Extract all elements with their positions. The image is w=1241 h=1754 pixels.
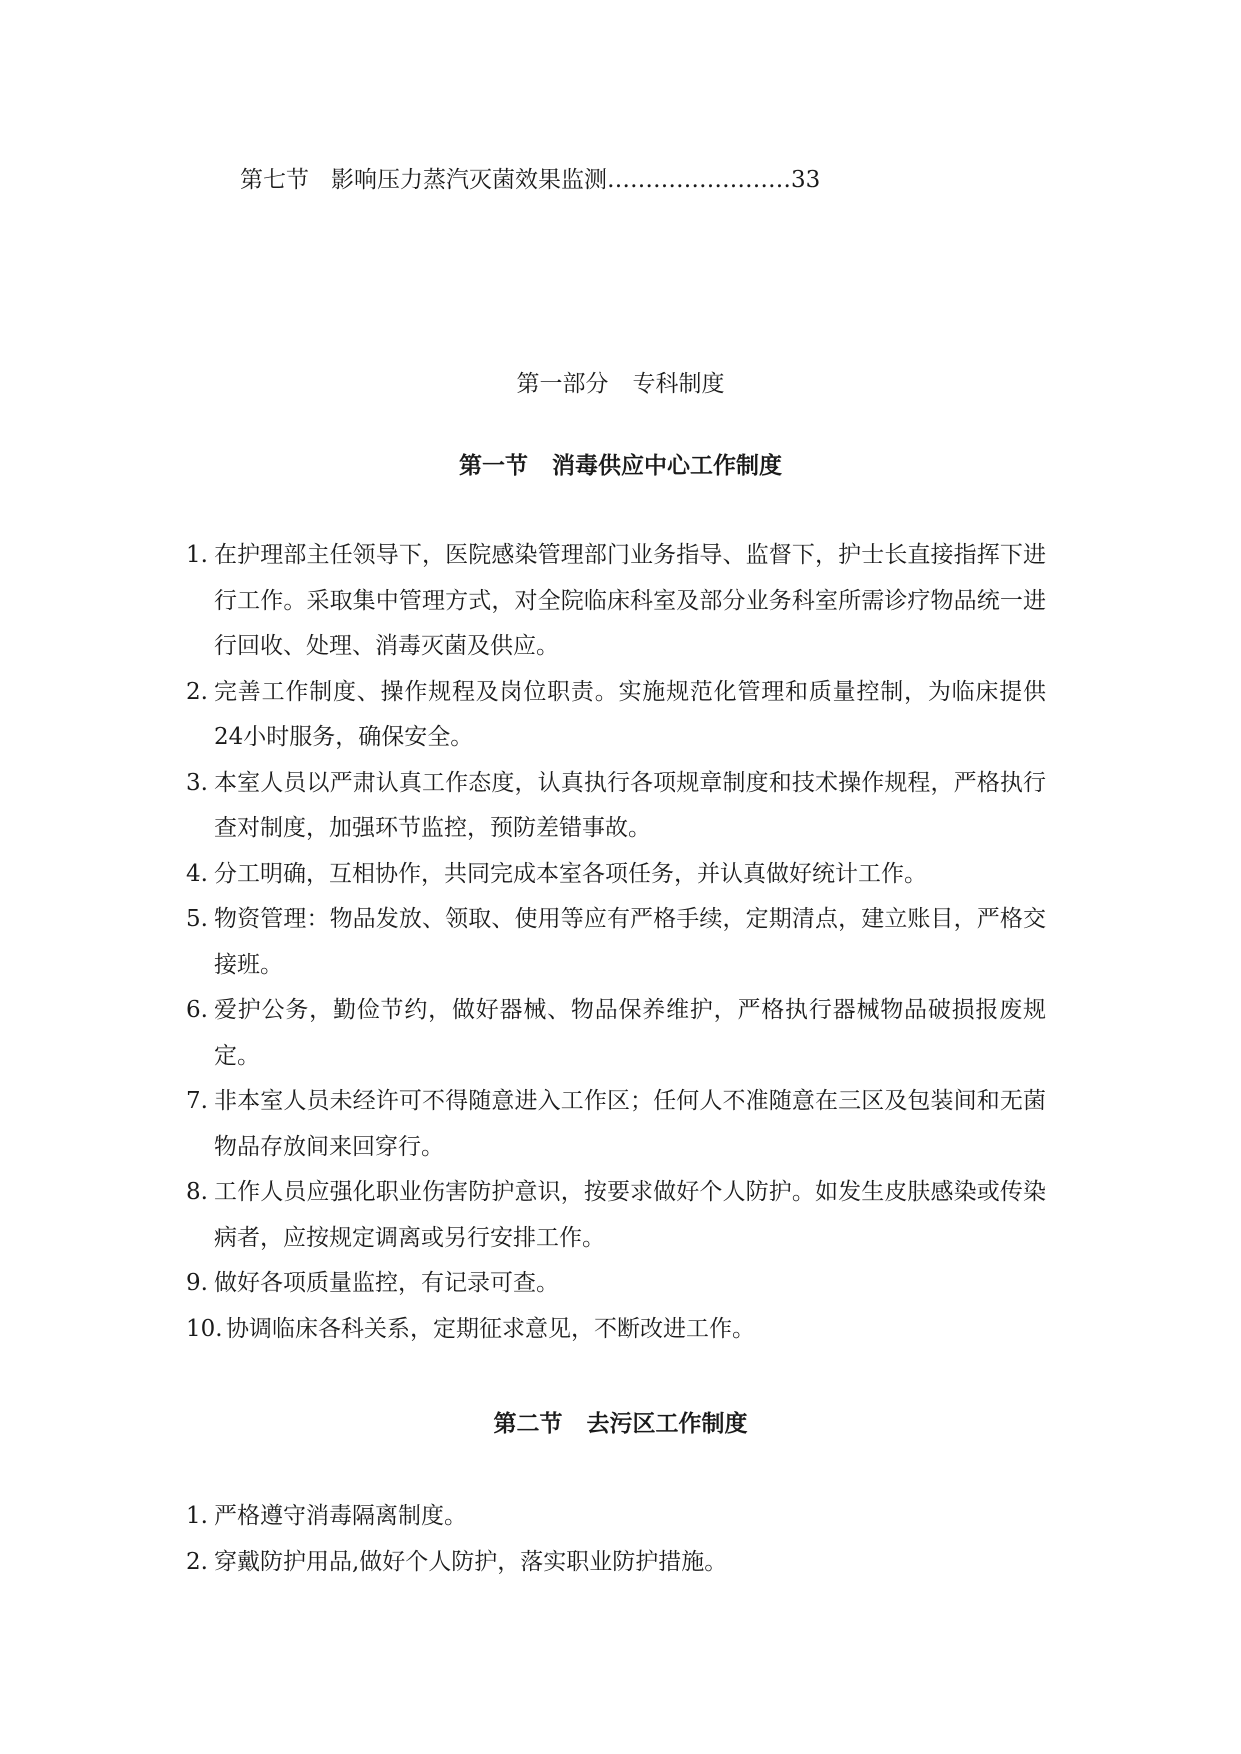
list-item bbox=[186, 533, 1046, 670]
list-item bbox=[186, 1540, 1046, 1586]
list-item bbox=[186, 1261, 1046, 1307]
item-text: 爱护公务，勤俭节约，做好器械、物品保养维护，严格执行器械物品破损报废规定。 bbox=[214, 997, 1046, 1069]
item-text: 严格遵守消毒隔离制度。 bbox=[214, 1503, 467, 1529]
list-item bbox=[186, 1170, 1046, 1261]
item-text: 工作人员应强化职业伤害防护意识，按要求做好个人防护。如发生皮肤感染或传染病者，应按规定调离或另行安排工作。 bbox=[214, 1179, 1046, 1251]
list-item bbox=[186, 761, 1046, 852]
item-number: 7. bbox=[186, 1088, 208, 1114]
item-number: 4. bbox=[186, 860, 208, 887]
part-name: 专科制度 bbox=[632, 371, 725, 397]
section-label: 第一节 bbox=[459, 452, 528, 479]
item-number: 10. bbox=[186, 1315, 223, 1342]
item-text: 非本室人员未经许可不得随意进入工作区；任何人不准随意在三区及包装间和无菌物品存放间来回穿行。 bbox=[214, 1088, 1046, 1160]
toc-section-label: 第七节 bbox=[240, 167, 309, 193]
section-title bbox=[0, 446, 1241, 486]
list-item bbox=[186, 897, 1046, 988]
toc-page-number: 33 bbox=[791, 167, 821, 193]
item-number: 5. bbox=[186, 906, 208, 932]
part-label: 第一部分 bbox=[516, 371, 609, 397]
item-text: 协调临床各科关系，定期征求意见，不断改进工作。 bbox=[226, 1315, 755, 1342]
item-text: 物资管理：物品发放、领取、使用等应有严格手续，定期清点，建立账目，严格交接班。 bbox=[214, 906, 1046, 978]
list-item bbox=[186, 1494, 1046, 1540]
item-number: 2. bbox=[186, 1548, 208, 1575]
section-name: 去污区工作制度 bbox=[586, 1410, 748, 1437]
item-text: 在护理部主任领导下，医院感染管理部门业务指导、监督下，护士长直接指挥下进行工作。采取集中管理方式，对全院临床科室及部分业务科室所需诊疗物品统一进行回收、处理、消毒灭菌及供应。 bbox=[214, 542, 1046, 659]
item-number: 2. bbox=[186, 678, 208, 705]
section-title bbox=[0, 1404, 1241, 1444]
item-text: 本室人员以严肃认真工作态度，认真执行各项规章制度和技术操作规程，严格执行查对制度，加强环节监控，预防差错事故。 bbox=[214, 769, 1046, 841]
item-number: 6. bbox=[186, 997, 208, 1023]
section-name: 消毒供应中心工作制度 bbox=[552, 452, 782, 479]
list-item bbox=[186, 670, 1046, 761]
item-number: 9. bbox=[186, 1270, 208, 1296]
item-text: 分工明确，互相协作，共同完成本室各项任务，并认真做好统计工作。 bbox=[214, 860, 927, 887]
section-1-rules-list bbox=[186, 533, 1046, 1352]
toc-section-title: 影响压力蒸汽灭菌效果监测 bbox=[331, 167, 607, 193]
list-item bbox=[186, 1079, 1046, 1170]
item-text: 完善工作制度、操作规程及岗位职责。实施规范化管理和质量控制，为临床提供24小时服务，确保安全。 bbox=[214, 678, 1046, 750]
item-text: 做好各项质量监控，有记录可查。 bbox=[214, 1270, 559, 1296]
item-number: 1. bbox=[186, 1503, 208, 1529]
section-2-rules-list bbox=[186, 1494, 1046, 1585]
item-text: 穿戴防护用品,做好个人防护，落实职业防护措施。 bbox=[214, 1548, 728, 1575]
section-label: 第二节 bbox=[493, 1410, 563, 1437]
list-item bbox=[186, 1307, 1046, 1353]
item-number: 3. bbox=[186, 769, 208, 796]
item-number: 1. bbox=[186, 542, 208, 568]
toc-entry bbox=[240, 160, 820, 200]
part-title bbox=[0, 364, 1241, 404]
list-item bbox=[186, 988, 1046, 1079]
list-item bbox=[186, 852, 1046, 898]
toc-leader-dots: …………………… bbox=[607, 167, 791, 193]
item-number: 8. bbox=[186, 1179, 208, 1205]
